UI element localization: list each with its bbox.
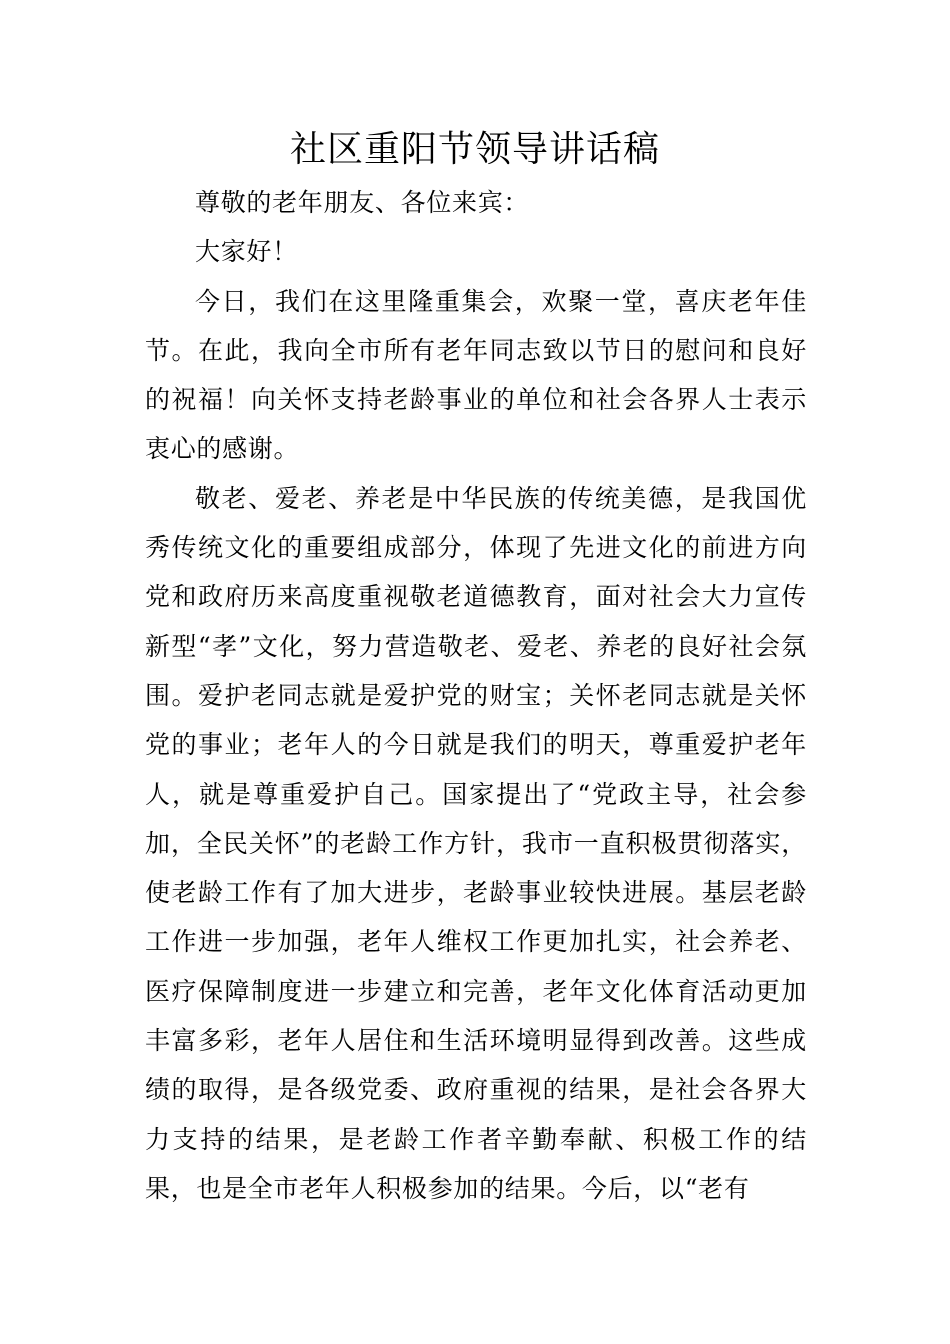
document-body (145, 178, 807, 1213)
main-paragraph: 敬老、爱老、养老是中华民族的传统美德，是我国优秀传统文化的重要组成部分，体现了先进文化的前进方向党和政府历来高度重视敬老道德教育，面对社会大力宣传新型“孝”文化，努力营造敬老、爱老、养老的良好社会氛围。爱护老同志就是爱护党的财宝；关怀老同志就是关怀党的事业；老年人的今日就是我们的明天，尊重爱护老年人，就是尊重爱护自己。国家提出了“党政主导，社会参加，全民关怀”的老龄工作方针，我市一直积极贯彻落实，使老龄工作有了加大进步，老龄事业较快进展。基层老龄工作进一步加强，老年人维权工作更加扎实，社会养老、医疗保障制度进一步建立和完善，老年文化体育活动更加丰富多彩，老年人居住和生活环境明显得到改善。这些成绩的取得，是各级党委、政府重视的结果，是社会各界大力支持的结果，是老龄工作者辛勤奉献、积极工作的结果，也是全市老年人积极参加的结果。今后，以“老有 (145, 483, 807, 1203)
salutation-paragraph: 尊敬的老年朋友、各位来宾： (195, 188, 530, 217)
document-title: 社区重阳节领导讲话稿 (289, 129, 660, 170)
opening-paragraph: 今日，我们在这里隆重集会，欢聚一堂，喜庆老年佳节。在此，我向全市所有老年同志致以节日的慰问和良好的祝福！向关怀支持老龄事业的单位和社会各界人士表示衷心的感谢。 (145, 286, 807, 464)
greeting-paragraph: 大家好！ (195, 237, 298, 267)
